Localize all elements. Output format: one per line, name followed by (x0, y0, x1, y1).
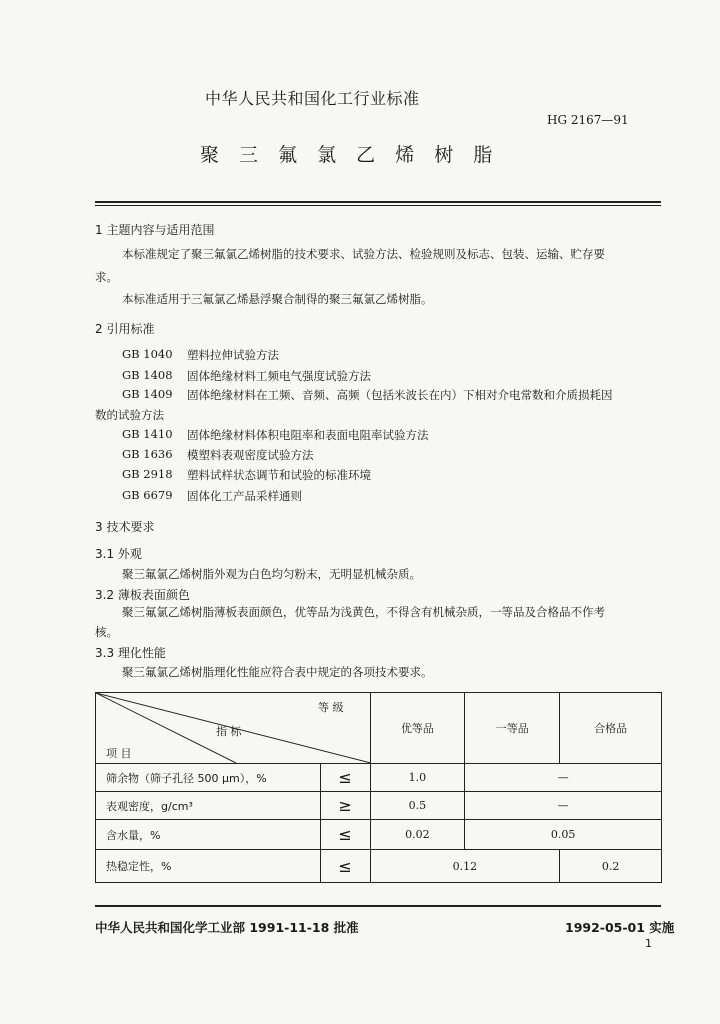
table-row (96, 850, 662, 883)
row-item: 含水量，% (96, 820, 321, 850)
ref-title: 塑料拉伸试验方法 (187, 348, 279, 362)
section3-heading: 3 技术要求 (95, 520, 155, 534)
ref-code: GB 1410 (122, 427, 173, 441)
ref-title: 模塑料表观密度试验方法 (187, 448, 314, 462)
header-rule-thin (95, 205, 661, 206)
col-header-superior: 优等品 (370, 693, 465, 764)
ref-code: GB 1409 (122, 387, 173, 401)
ref-title: 固体绝缘材料体积电阻率和表面电阻率试验方法 (187, 428, 429, 442)
row-qualified-value: 0.2 (560, 850, 662, 883)
section3-1-text: 聚三氟氯乙烯树脂外观为白色均匀粉末，无明显机械杂质。 (122, 567, 421, 581)
header-grade-label: 等 级 (318, 701, 344, 714)
footer-rule (95, 905, 661, 907)
ref-title: 塑料试样状态调节和试验的标准环境 (187, 468, 371, 482)
section3-2-heading: 3.2 薄板表面颜色 (95, 588, 190, 602)
col-header-first: 一等品 (465, 693, 560, 764)
ref-title: 固体绝缘材料在工频、音频、高频（包括米波长在内）下相对介电常数和介质损耗因 (187, 388, 613, 402)
section3-3-text: 聚三氟氯乙烯树脂理化性能应符合表中规定的各项技术要求。 (122, 665, 433, 679)
implementation-date: 1992-05-01 实施 (565, 920, 675, 935)
specification-table (95, 692, 662, 883)
document-title: 聚 三 氟 氯 乙 烯 树 脂 (200, 144, 500, 166)
header-item-label: 项 目 (106, 747, 132, 760)
row-symbol: ≤ (320, 820, 370, 850)
table-row (96, 792, 662, 820)
section3-2-text-line1: 聚三氟氯乙烯树脂薄板表面颜色，优等品为浅黄色，不得含有机械杂质，一等品及合格品不作考 (122, 605, 605, 619)
section2-heading: 2 引用标准 (95, 322, 155, 336)
ref-code: GB 6679 (122, 488, 173, 502)
row-other-value: — (465, 764, 662, 792)
approval-text: 中华人民共和国化学工业部 1991-11-18 批准 (95, 920, 359, 935)
section1-heading: 1 主题内容与适用范围 (95, 223, 215, 237)
section3-3-heading: 3.3 理化性能 (95, 646, 166, 660)
row-superior-value: 0.5 (370, 792, 465, 820)
ref-title: 固体化工产品采样通则 (187, 489, 302, 503)
section3-1-heading: 3.1 外观 (95, 547, 142, 561)
ref-code: GB 2918 (122, 467, 173, 481)
header-index-label: 指 标 (216, 725, 242, 738)
section1-para1-line1: 本标准规定了聚三氟氯乙烯树脂的技术要求、试验方法、检验规则及标志、包装、运输、贮存要 (122, 247, 605, 261)
standard-number: HG 2167—91 (547, 113, 629, 127)
ref-code: GB 1040 (122, 347, 173, 361)
section1-para2: 本标准适用于三氟氯乙烯悬浮聚合制得的聚三氟氯乙烯树脂。 (122, 292, 433, 306)
ref-code: GB 1408 (122, 368, 173, 382)
row-item: 表观密度，g/cm³ (96, 792, 321, 820)
row-other-value: — (465, 792, 662, 820)
row-symbol: ≤ (320, 764, 370, 792)
row-symbol: ≥ (320, 792, 370, 820)
header-organization: 中华人民共和国化工行业标准 (205, 89, 420, 108)
row-other-value: 0.05 (465, 820, 662, 850)
col-header-qualified: 合格品 (560, 693, 662, 764)
ref-code: GB 1636 (122, 447, 173, 461)
row-item: 筛余物（筛子孔径 500 μm），% (96, 764, 321, 792)
page-number: 1 (645, 937, 652, 950)
ref-title: 固体绝缘材料工频电气强度试验方法 (187, 369, 371, 383)
row-symbol: ≤ (320, 850, 370, 883)
section1-para1-line2: 求。 (95, 270, 118, 284)
row-item: 热稳定性，% (96, 850, 321, 883)
table-header-row (96, 693, 662, 764)
section3-2-text-line2: 核。 (95, 625, 118, 639)
table-row (96, 820, 662, 850)
table-row (96, 764, 662, 792)
header-rule-thick (95, 201, 661, 203)
table-diagonal-header-cell (96, 693, 371, 764)
row-superior-first-value: 0.12 (370, 850, 560, 883)
row-superior-value: 0.02 (370, 820, 465, 850)
ref-title-continuation: 数的试验方法 (95, 408, 164, 422)
row-superior-value: 1.0 (370, 764, 465, 792)
